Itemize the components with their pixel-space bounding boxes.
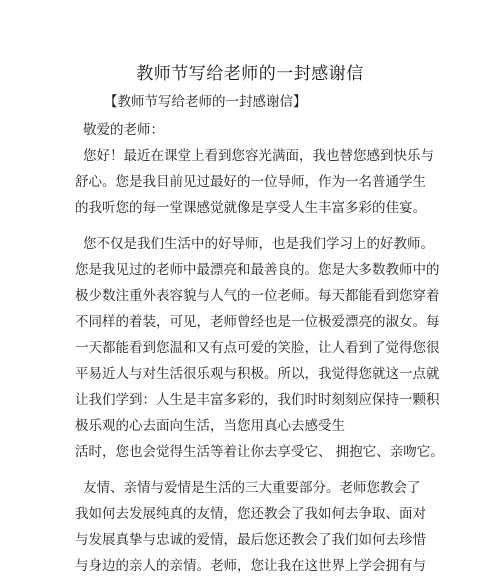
body-line: 平易近人与对生活很乐观与积极。所以，我觉得您就这一点就 (75, 366, 440, 382)
body-line: 让我们学到：人生是丰富多彩的，我们时时刻刻应保持一颗积 (75, 392, 440, 408)
body-line: 的我听您的每一堂课感觉就像是享受人生丰富多彩的佳宴。 (75, 200, 426, 216)
body-line: 极少数注重外表容貌与人气的一位老师。每天都能看到您穿着 (75, 288, 440, 304)
body-line: 不同样的着装，可见，老师曾经也是一位极爱漂亮的淑女。每 (75, 314, 440, 330)
document-subtitle: 【教师节写给老师的一封感谢信】 (104, 94, 307, 110)
body-line: 与身边的亲人的亲情。老师，您让我在这世界上学会拥有与 (75, 558, 426, 574)
body-line: 与发展真挚与忠诚的爱情，最后您还教会了我们如何去珍惜 (75, 532, 426, 548)
body-line: 极乐观的心去面向生活，当您用真心去感受生 (75, 418, 345, 434)
document-title: 教师节写给老师的一封感谢信 (136, 64, 364, 84)
body-line: 一天都能看到您温和又有点可爱的笑脸，让人看到了觉得您很 (75, 340, 440, 356)
body-line: 您好！最近在课堂上看到您容光满面，我也替您感到快乐与 (83, 148, 434, 164)
body-line: 活时，您也会觉得生活等着让你去享受它、 拥抱它、亲吻它。 (75, 444, 444, 460)
body-line: 您不仅是我们生活中的好导师，也是我们学习上的好教师。 (83, 236, 434, 252)
body-line: 舒心。您是我目前见过最好的一位导师，作为一名普通学生 (75, 174, 426, 190)
body-line: 友情、亲情与爱情是生活的三大重要部分。老师您教会了 (83, 480, 421, 496)
greeting-line: 敬爱的老师： (83, 122, 164, 138)
body-line: 我如何去发展纯真的友情，您还教会了我如何去争取、面对 (75, 506, 426, 522)
body-line: 您是我见过的老师中最漂亮和最善良的。您是大多数教师中的 (75, 262, 440, 278)
